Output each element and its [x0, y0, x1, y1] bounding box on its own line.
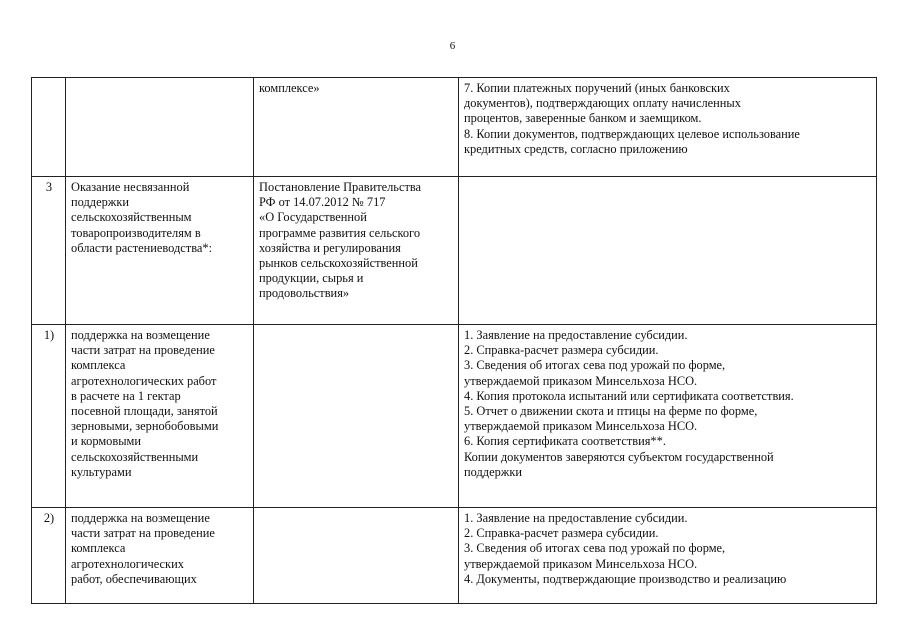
- text-line: части затрат на проведение: [71, 343, 215, 358]
- documents-cell: [459, 325, 877, 508]
- row-number-cell: [32, 78, 66, 177]
- table-row: [32, 508, 877, 604]
- text-line: Постановление Правительства: [259, 180, 422, 194]
- document-table: [31, 77, 877, 604]
- table-row: [32, 177, 877, 325]
- text-line: 6. Копия сертификата соответствия**.: [464, 434, 666, 449]
- text-line: продукции, сырья и: [259, 271, 364, 286]
- text-line: РФ от 14.07.2012 № 717: [259, 195, 386, 210]
- text-line: 2. Справка-расчет размера субсидии.: [464, 343, 659, 358]
- text-line: документов), подтверждающих оплату начисленных: [464, 96, 741, 111]
- text-line: зерновыми, зернобобовыми: [71, 419, 219, 434]
- table-row: [32, 325, 877, 508]
- text-line: 8. Копии документов, подтверждающих целевое использование: [464, 126, 800, 141]
- documents-cell: [459, 177, 877, 325]
- text-line: продовольствия»: [259, 286, 350, 301]
- measure-name-cell: [66, 325, 254, 508]
- text-line: поддержки: [464, 464, 522, 479]
- text-line: утверждаемой приказом Минсельхоза НСО.: [464, 373, 698, 388]
- text-line: агротехнологических: [71, 556, 184, 571]
- text-line: комплекса: [71, 541, 126, 556]
- row-number-cell: 3: [32, 177, 66, 325]
- documents-cell: [459, 78, 877, 177]
- text-line: работ, обеспечивающих: [71, 571, 197, 586]
- text-line: сельскохозяйственным: [71, 210, 192, 225]
- text-line: 5. Отчет о движении скота и птицы на ферме по форме,: [464, 404, 758, 419]
- text-line: агротехнологических работ: [71, 373, 217, 388]
- text-line: поддержки: [71, 195, 129, 210]
- text-line: 3. Сведения об итогах сева под урожай по форме,: [464, 358, 726, 373]
- text-line: программе развития сельского: [259, 225, 421, 240]
- text-line: товаропроизводителям в: [71, 225, 201, 240]
- text-line: комплексе»: [259, 81, 320, 95]
- legal-basis-cell: [254, 78, 459, 177]
- text-line: части затрат на проведение: [71, 526, 215, 541]
- text-line: 3. Сведения об итогах сева под урожай по форме,: [464, 541, 726, 556]
- text-line: в расчете на 1 гектар: [71, 388, 181, 403]
- text-line: «О Государственной: [259, 210, 367, 225]
- text-line: поддержка на возмещение: [71, 328, 210, 342]
- text-line: 4. Копия протокола испытаний или сертификата соответствия.: [464, 388, 794, 403]
- text-line: культурами: [71, 464, 132, 479]
- legal-basis-cell: [254, 508, 459, 604]
- text-line: поддержка на возмещение: [71, 511, 210, 525]
- documents-cell: [459, 508, 877, 604]
- table-row: [32, 78, 877, 177]
- text-line: посевной площади, занятой: [71, 404, 218, 419]
- text-line: кредитных средств, согласно приложению: [464, 141, 688, 156]
- text-line: 4. Документы, подтверждающие производство и реализацию: [464, 571, 787, 586]
- text-line: 7. Копии платежных поручений (иных банковских: [464, 81, 730, 95]
- text-line: процентов, заверенные банком и заемщиком.: [464, 111, 702, 126]
- measure-name-cell: [66, 508, 254, 604]
- text-line: сельскохозяйственными: [71, 449, 199, 464]
- text-line: хозяйства и регулирования: [259, 240, 401, 255]
- text-line: утверждаемой приказом Минсельхоза НСО.: [464, 556, 698, 571]
- measure-name-cell: [66, 177, 254, 325]
- text-line: комплекса: [71, 358, 126, 373]
- legal-basis-cell: [254, 177, 459, 325]
- text-line: рынков сельскохозяйственной: [259, 256, 418, 271]
- text-line: 1. Заявление на предоставление субсидии.: [464, 328, 688, 342]
- measure-name-cell: [66, 78, 254, 177]
- text-line: Копии документов заверяются субъектом государственной: [464, 449, 774, 464]
- legal-basis-cell: [254, 325, 459, 508]
- text-line: утверждаемой приказом Минсельхоза НСО.: [464, 419, 698, 434]
- row-number-cell: 2): [32, 508, 66, 604]
- text-line: 2. Справка-расчет размера субсидии.: [464, 526, 659, 541]
- text-line: и кормовыми: [71, 434, 142, 449]
- row-number-cell: 1): [32, 325, 66, 508]
- text-line: 1. Заявление на предоставление субсидии.: [464, 511, 688, 525]
- text-line: Оказание несвязанной: [71, 180, 190, 194]
- text-line: области растениеводства*:: [71, 240, 213, 255]
- page-number: 6: [449, 40, 456, 52]
